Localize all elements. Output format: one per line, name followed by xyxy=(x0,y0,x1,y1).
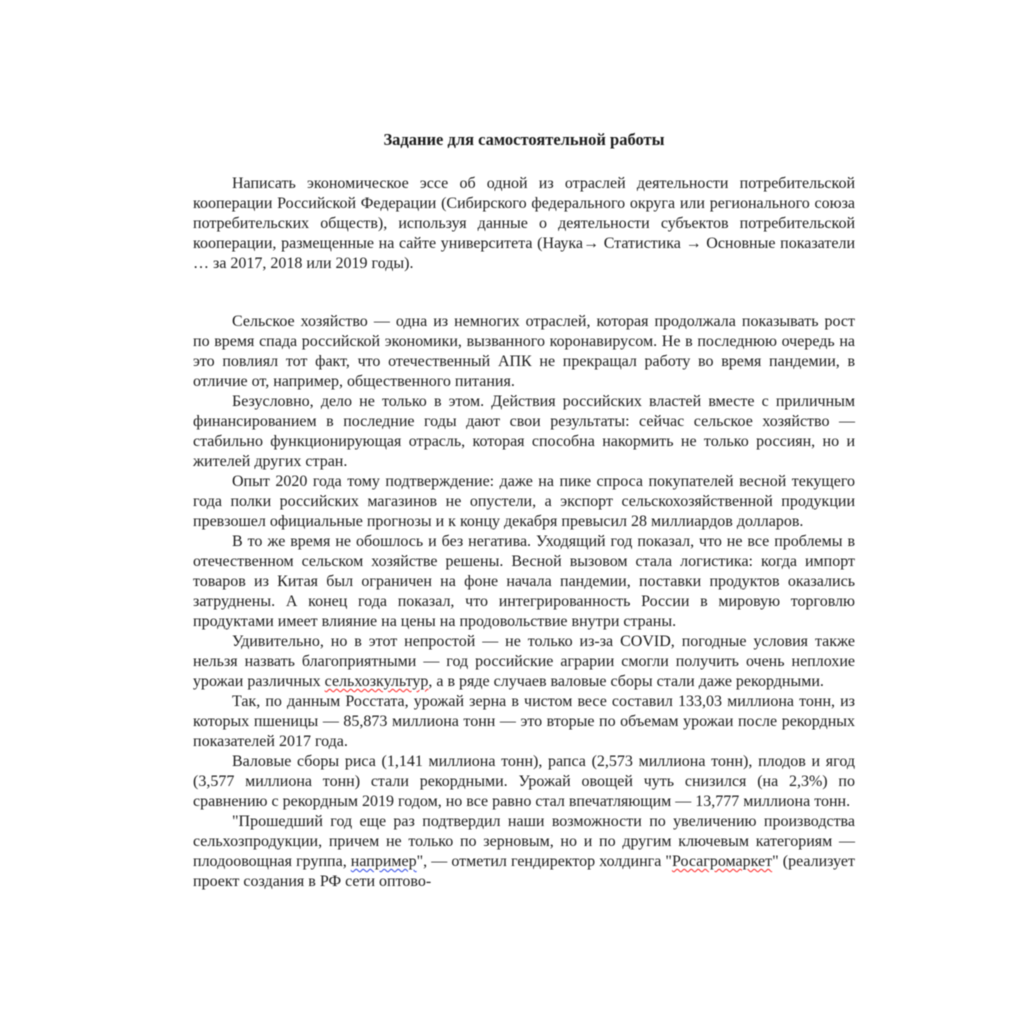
misspelled-word-selkhozkultur: сельхозкультур xyxy=(324,673,429,690)
essay-paragraph-8-text-before: "Прошедший год еще раз подтвердил наши возможности по увеличению производства сельхозпродукции, причем не только по зерновым, но и по другим ключевым категориям — плодоовощная группа, xyxy=(193,813,855,870)
essay-paragraph-4: В то же время не обошлось и без негатива. Уходящий год показал, что не все проблемы в отечественном сельском хозяйстве решены. Весной вызовом стала логистика: когда импорт товаров из Китая был ограничен на фоне начала пандемии, поставки продуктов оказались затруднены. А конец года показал, что интегрированность России в мировую торговлю продуктами имеет влияние на цены на продовольствие внутри страны. xyxy=(193,533,855,630)
essay-section xyxy=(193,312,855,892)
document-title: Задание для самостоятельной работы xyxy=(383,130,665,149)
assignment-paragraph: Написать экономическое эссе об одной из отраслей деятельности потребительской кооперации Российской Федерации (Сибирского федерального округа или регионального союза потребительских обществ), используя данные о деятельности субъектов потребительской кооперации, размещенные на сайте университета (Наука→ Статистика → Основные показатели … за 2017, 2018 или 2019 годы). xyxy=(193,175,855,272)
essay-paragraph-5-text-after: , а в ряде случаев валовые сборы стали даже рекордными. xyxy=(428,673,824,690)
essay-paragraph-2: Безусловно, дело не только в этом. Действия российских властей вместе с приличным финансированием в последние годы дают свои результаты: сейчас сельское хозяйство — стабильно функционирующая отрасль, которая способна накормить не только россиян, но и жителей других стран. xyxy=(193,393,855,470)
essay-paragraph-8-text-mid: ", — отметил гендиректор холдинга " xyxy=(416,853,672,870)
essay-paragraph-1: Сельское хозяйство — одна из немногих отраслей, которая продолжала показывать рост по время спада российской экономики, вызванного коронавирусом. Не в последнюю очередь на это повлиял тот факт, что отечественный АПК не прекращал работу во время пандемии, в отличие от, например, общественного питания. xyxy=(193,313,855,390)
essay-paragraph-7: Валовые сборы риса (1,141 миллиона тонн), рапса (2,573 миллиона тонн), плодов и ягод (3,577 миллиона тонн) стали рекордными. Урожай овощей чуть снизился (на 2,3%) по сравнению с рекордным 2019 годом, но все равно стал впечатляющим — 13,777 миллиона тонн. xyxy=(193,753,855,810)
essay-paragraph-8 xyxy=(193,812,855,892)
essay-paragraph-6: Так, по данным Росстата, урожай зерна в чистом весе составил 133,03 миллиона тонн, из которых пшеницы — 85,873 миллиона тонн — это вторые по объемам урожаи после рекордных показателей 2017 года. xyxy=(193,693,855,750)
essay-paragraph-5-text-before: Удивительно, но в этот непростой — не только из-за COVID, погодные условия также нельзя назвать благоприятными — год российские аграрии смогли получить очень неплохие урожаи различных xyxy=(193,633,855,690)
essay-paragraph-3: Опыт 2020 года тому подтверждение: даже на пике спроса покупателей весной текущего года полки российских магазинов не опустели, а экспорт сельскохозяйственной продукции превзошел официальные прогнозы и к концу декабря превысил 28 миллиардов долларов. xyxy=(193,473,855,530)
misspelled-word-rosagromarket: Росагромаркет xyxy=(671,853,773,870)
essay-paragraph-5 xyxy=(193,632,855,692)
grammar-flagged-word-naprimer: например xyxy=(350,853,417,870)
essay-paragraph-8-text-after: " (реализует проект создания в РФ сети оптово- xyxy=(193,853,856,890)
